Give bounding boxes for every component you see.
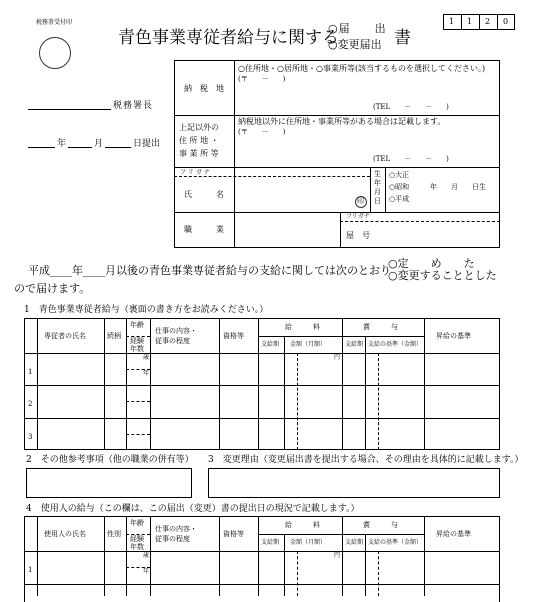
birth-date[interactable]: 年 月 日生 bbox=[430, 183, 486, 191]
notify-option[interactable]: ○届 出 bbox=[328, 22, 387, 35]
era-taisho[interactable]: ○大正 bbox=[389, 171, 410, 179]
era-heisei[interactable]: ○平成 bbox=[389, 195, 410, 203]
col-bonus-basis: 支給の基準（金額） bbox=[368, 341, 423, 348]
year-unit: 年 bbox=[143, 370, 150, 377]
col-salary-period: 支給期 bbox=[261, 341, 280, 348]
form-code-digit: 1 bbox=[449, 17, 455, 26]
col-age: 年齢 bbox=[130, 321, 144, 329]
statement-line1: 平成____年____月以後の青色事業専従者給与の支給に関しては次のとおり bbox=[28, 264, 391, 277]
form-code-digit: 2 bbox=[485, 17, 491, 26]
col-salary: 給 料 bbox=[285, 521, 320, 529]
section4-title: 4 使用人の給与（この欄は、この届出（変更）書の提出日の現況で記載します。） bbox=[26, 504, 360, 514]
row-number: 3 bbox=[28, 433, 33, 441]
col-relation: 続柄 bbox=[107, 332, 121, 340]
tax-place-options[interactable]: ○住所地・○居所地・○事業所等(該当するものを選択してください。) bbox=[238, 64, 486, 73]
col-salary-period: 支給期 bbox=[261, 539, 280, 546]
tel-2[interactable]: (TEL － － ) bbox=[373, 155, 449, 163]
tel-1[interactable]: (TEL － － ) bbox=[373, 103, 449, 111]
title-suffix: 書 bbox=[394, 28, 411, 48]
col-salary-amount: 金額（月額） bbox=[290, 341, 327, 348]
other-address-label-2: 住 所 地 ・ bbox=[179, 136, 219, 145]
age-unit: 歳 bbox=[143, 354, 150, 361]
col-experience-1: 経験 bbox=[130, 535, 144, 543]
col-job-1: 仕事の内容・ bbox=[155, 327, 197, 335]
date-year: 年 bbox=[57, 139, 67, 149]
postal-code-2[interactable]: (〒 － ) bbox=[238, 128, 286, 136]
birth-label-1: 生 bbox=[374, 170, 381, 178]
other-address-note: 納税地以外に住所地・事業所等がある場合は記載します。 bbox=[238, 117, 446, 126]
option-change[interactable]: ○変更することとした bbox=[388, 269, 497, 282]
col-bonus-basis: 支給の基準（金額） bbox=[368, 539, 423, 546]
col-bonus: 賞 与 bbox=[363, 521, 398, 529]
shop-label: 屋 号 bbox=[346, 231, 370, 240]
other-address-label-3: 事 業 所 等 bbox=[179, 149, 219, 158]
other-address-label-1: 上記以外の bbox=[179, 123, 219, 132]
birth-label-4: 日 bbox=[374, 197, 381, 205]
section1-table bbox=[24, 318, 500, 450]
col-salary: 給 料 bbox=[285, 323, 320, 331]
col-job-2: 従事の程度 bbox=[155, 337, 190, 345]
col-name: 専従者の氏名 bbox=[44, 332, 86, 340]
form-code-digit: 1 bbox=[467, 17, 473, 26]
col-qualification: 資格等 bbox=[223, 530, 244, 538]
change-option[interactable]: ○変更届出 bbox=[328, 38, 382, 51]
stamp-circle bbox=[39, 37, 71, 69]
form-code-digit: 0 bbox=[503, 17, 509, 26]
shop-furigana: フリガナ bbox=[346, 213, 370, 220]
name-label: 氏 名 bbox=[184, 190, 224, 199]
col-experience-2: 年数 bbox=[130, 345, 144, 353]
date-day: 日提出 bbox=[133, 139, 161, 149]
col-bonus-period: 支給期 bbox=[345, 341, 364, 348]
col-experience-1: 経験 bbox=[130, 337, 144, 345]
option-define[interactable]: ○定 め た bbox=[388, 257, 475, 270]
form-title: 青色事業専従者給与に関する bbox=[118, 28, 339, 48]
row-number: 1 bbox=[28, 368, 33, 376]
tax-place-label: 納 税 地 bbox=[184, 84, 224, 93]
section2-box[interactable] bbox=[26, 468, 192, 498]
col-bonus-period: 支給期 bbox=[345, 539, 364, 546]
age-unit: 歳 bbox=[143, 552, 150, 559]
statement-line2: ので届けます。 bbox=[14, 282, 91, 295]
section4-table bbox=[24, 516, 500, 602]
col-experience-2: 年数 bbox=[130, 543, 144, 551]
col-gender: 性別 bbox=[107, 530, 121, 538]
col-job-1: 仕事の内容・ bbox=[155, 525, 197, 533]
stamp-label: 税務署受付印 bbox=[36, 19, 73, 26]
section3-title: 3 変更理由（変更届出書を提出する場合、その理由を具体的に記載します。） bbox=[208, 455, 524, 465]
col-job-2: 従事の程度 bbox=[155, 535, 190, 543]
col-age: 年齢 bbox=[130, 519, 144, 527]
row-number: 2 bbox=[28, 400, 33, 408]
birth-label-3: 月 bbox=[374, 188, 381, 196]
birth-label-2: 年 bbox=[374, 179, 381, 187]
job-label: 職 業 bbox=[184, 225, 224, 234]
postal-code-1[interactable]: (〒 － ) bbox=[238, 75, 286, 83]
furigana-label: フ リ ガ ナ bbox=[180, 169, 210, 176]
seal-mark: 印 bbox=[357, 197, 364, 205]
col-name: 使用人の氏名 bbox=[44, 530, 86, 538]
year-unit: 年 bbox=[143, 568, 150, 575]
col-raise: 昇給の基準 bbox=[436, 530, 471, 538]
date-month: 月 bbox=[94, 139, 104, 149]
era-showa[interactable]: ○昭和 bbox=[389, 183, 410, 191]
col-qualification: 資格等 bbox=[223, 332, 244, 340]
tax-office-suffix: 税務署長 bbox=[113, 101, 154, 111]
col-raise: 昇給の基準 bbox=[436, 332, 471, 340]
section1-title: 1 青色事業専従者給与（裏面の書き方をお読みください。） bbox=[24, 305, 269, 315]
yen-unit: 円 bbox=[334, 552, 341, 559]
section3-box[interactable] bbox=[208, 468, 500, 498]
col-salary-amount: 金額（月額） bbox=[290, 539, 327, 546]
col-bonus: 賞 与 bbox=[363, 323, 398, 331]
section2-title: 2 その他参考事項（他の職業の併有等） bbox=[26, 455, 194, 465]
row-number: 1 bbox=[28, 566, 33, 574]
yen-unit: 円 bbox=[334, 354, 341, 361]
